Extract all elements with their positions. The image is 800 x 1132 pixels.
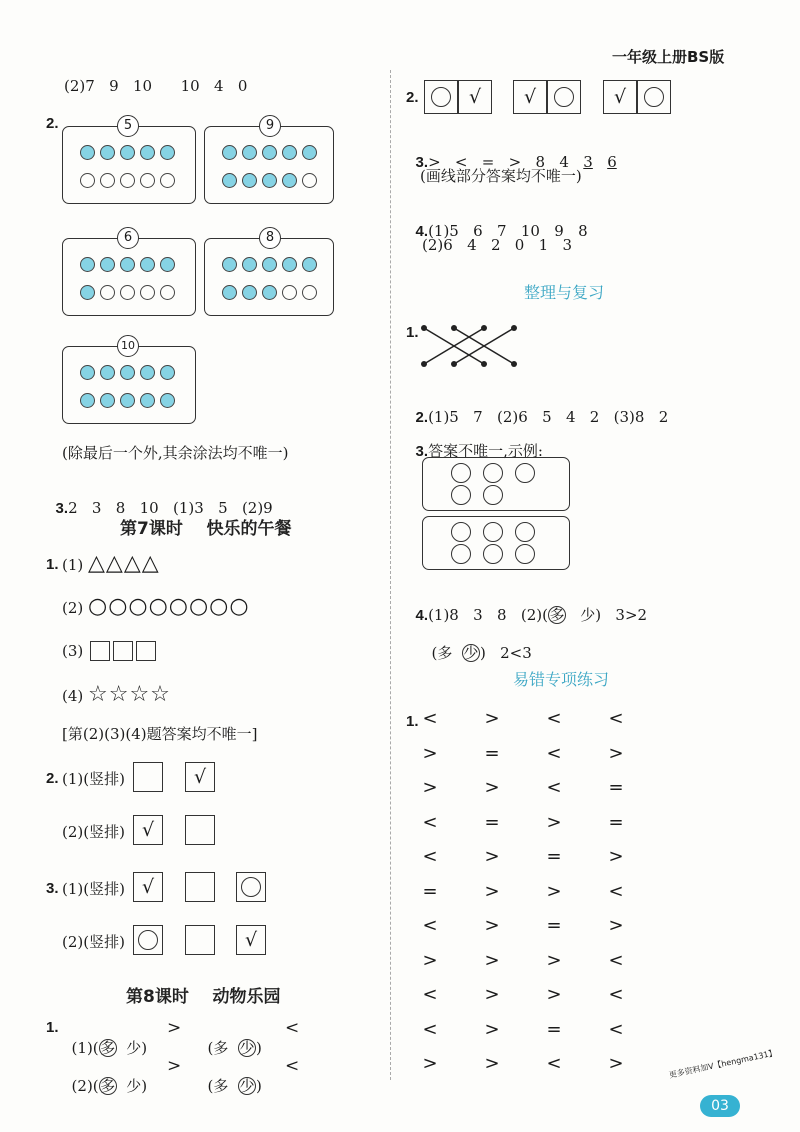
circled-duo: 多 [100,1039,116,1057]
square-shape [136,641,156,661]
review-q3-line [406,421,543,462]
comparison-symbol: = [546,915,562,936]
answer-box-checked [185,762,215,792]
r-q3-note: (画线部分答案均不唯一) [420,167,582,185]
comparison-symbol: = [608,777,624,798]
filled-dot [80,393,95,408]
answer-box-circle [637,80,671,114]
r-q4-1: (1)5 6 7 10 9 8 [428,222,588,240]
filled-dot [262,173,277,188]
filled-dot [140,365,155,380]
check-icon: √ [613,86,627,108]
empty-dot [100,173,115,188]
circled-shao: 少 [239,1039,255,1057]
count-badge: 5 [117,115,139,137]
filled-dot [222,145,237,160]
filled-dot [160,393,175,408]
empty-dot [302,285,317,300]
comparison-symbol: > [484,777,500,798]
shao-text: 少 [126,1077,142,1095]
dot-row-top [222,145,317,160]
filled-dot [80,365,95,380]
circle-shapes: ○○○○○○○○ [88,594,250,619]
review-q4-1b: 少) 3>2 [565,606,648,624]
answer-box-checked [236,925,266,955]
answer-box-checked [133,872,163,902]
l7-q1-note: [第(2)(3)(4)题答案均不唯一] [62,725,258,743]
dot-box [62,346,196,424]
comparison-symbol: < [546,742,562,764]
circle-icon [451,522,471,542]
empty-dot [282,285,297,300]
check-icon: √ [523,86,537,108]
dot-row-bottom [80,173,175,188]
l8-q1-row2 [62,1056,147,1096]
comparison-symbol: < [608,949,624,971]
l7-q1-2-label: (2) [62,599,84,617]
check-icon: √ [141,876,155,898]
dot-row-top [80,257,175,272]
count-badge: 8 [259,227,281,249]
lesson8-title: 第8课时 动物乐园 [126,987,281,1007]
review-q3-text: 答案不唯一,示例: [428,442,543,460]
circle-icon [451,544,471,564]
comparison-symbol: > [546,880,562,902]
dot-row-top [80,365,175,380]
comparison-symbol: = [484,742,500,764]
check-icon: √ [193,766,207,788]
dot-row-bottom [80,285,175,300]
square-shapes [90,641,156,661]
duo-text: 多 [213,1077,229,1095]
circle-mark-icon [644,87,664,107]
watermark-text: 更多资料加V【hengma131】 [668,1048,778,1080]
r-q3-number: 3. [415,154,429,171]
l7-q1-1-label: (1) [62,556,84,574]
filled-dot [262,285,277,300]
filled-dot [262,145,277,160]
filled-dot [160,365,175,380]
l8-q1-row1 [62,1018,147,1058]
review-q2-number: 2. [415,409,429,426]
empty-dot [160,173,175,188]
l8-row2-part2 [198,1056,262,1096]
q2-note: (除最后一个外,其余涂法均不唯一) [62,444,289,462]
filled-dot [302,257,317,272]
review-q4-line1 [406,585,647,626]
filled-dot [222,285,237,300]
l7-q3-number: 3. [46,880,59,897]
filled-dot [282,173,297,188]
dot-row-top [80,145,175,160]
comparison-symbol: < [422,1018,438,1040]
page-number: 03 [700,1095,740,1117]
filled-dot [120,257,135,272]
filled-dot [120,393,135,408]
filled-dot [222,257,237,272]
filled-dot [302,145,317,160]
comparison-symbol: > [422,742,438,764]
comparison-symbol: > [484,915,500,936]
star-shapes: ☆☆☆☆ [88,682,171,707]
l8-q1-number: 1. [46,1019,59,1036]
comparison-symbol: > [484,1018,500,1040]
answer-box-empty [185,815,215,845]
comparison-symbol: = [484,811,500,833]
q3-line [46,478,273,519]
comparison-symbol: < [546,708,562,729]
count-badge: 10 [117,335,139,357]
comparison-symbol: > [484,880,500,902]
triangle-shapes: △△△△ [88,551,160,576]
circle-icon [483,485,503,505]
circle-icon [483,522,503,542]
close-paren: ) [255,1039,262,1057]
filled-dot [100,145,115,160]
filled-dot [80,145,95,160]
comparison-symbol: < [422,846,438,867]
answer-box-empty [133,762,163,792]
comparison-symbol: > [484,708,500,729]
l8-row1-prefix: (1)( [71,1039,99,1057]
comparison-symbol: < [608,708,624,729]
circle-icon [515,544,535,564]
circled-shao: 少 [463,644,479,662]
dot-box [62,126,196,204]
filled-dot [282,257,297,272]
comparison-symbol: > [484,1053,500,1074]
empty-dot [120,285,135,300]
r-q3-symbols: > < = > 8 4 [428,153,569,171]
review-q1-number: 1. [406,324,419,341]
q3-answer: 2 3 8 10 (1)3 5 (2)9 [68,499,273,517]
empty-dot [140,173,155,188]
q2-number: 2. [46,115,59,132]
filled-dot [100,393,115,408]
dot-box [62,238,196,316]
dot-box [204,126,334,204]
comparison-symbol: > [608,915,624,936]
filled-dot [80,285,95,300]
filled-dot [140,257,155,272]
dot-row-bottom [80,393,175,408]
empty-dot [120,173,135,188]
comparison-symbol: > [422,777,438,798]
answer-box-circle [236,872,266,902]
comparison-symbol: > [608,1053,624,1074]
matching-lines-diagram [418,322,524,370]
underlined-answer: 6 [607,153,617,171]
filled-dot [282,145,297,160]
review-q2-answer: (1)5 7 (2)6 5 4 2 (3)8 2 [428,408,669,426]
error-q1-number: 1. [406,713,419,730]
comparison-symbol: < [608,984,624,1005]
close-paren: ) [141,1039,148,1057]
filled-dot [100,365,115,380]
count-badge: 9 [259,115,281,137]
q3-number: 3. [55,500,69,517]
review-q4-1a: (1)8 3 8 (2)( [428,606,548,624]
l8-row1-part2 [198,1018,262,1058]
r-q4-2: (2)6 4 2 0 1 3 [422,236,573,254]
answer-box-checked [133,815,163,845]
lesson7-title: 第7课时 快乐的午餐 [120,519,292,539]
filled-dot [80,257,95,272]
comparison-symbol: > [608,846,624,867]
open-paren: ( [207,1039,214,1057]
filled-dot [100,257,115,272]
filled-dot [120,365,135,380]
circle-mark-icon [138,930,158,950]
circle-group-box [422,516,570,570]
empty-dot [302,173,317,188]
close-paren: ) [141,1077,148,1095]
comparison-symbol: < [422,708,438,729]
empty-dot [100,285,115,300]
shao-text: 少 [126,1039,142,1057]
comparison-symbol: = [546,846,562,867]
dot-row-top [222,257,317,272]
answer-box-circle [133,925,163,955]
circled-duo: 多 [549,606,565,624]
filled-dot [242,145,257,160]
q1-part2-answer: (2)7 9 10 10 4 0 [64,77,248,95]
comparison-symbol: < [546,1053,562,1074]
circle-icon [515,463,535,483]
circled-shao: 少 [239,1077,255,1095]
comparison-symbol: < [422,915,438,936]
circle-mark-icon [554,87,574,107]
r-q4-number: 4. [415,223,429,240]
circle-mark-icon [241,877,261,897]
lt-symbol: < [285,1056,300,1076]
answer-box-circle [424,80,458,114]
review-q3-number: 3. [415,443,429,460]
comparison-symbol: > [546,949,562,971]
filled-dot [262,257,277,272]
comparison-symbol: > [484,846,500,867]
empty-dot [80,173,95,188]
circle-group-box [422,457,570,511]
review-q4-2b: ) 2<3 [479,644,532,662]
review-q4-line2 [422,623,532,663]
circle-icon [483,463,503,483]
comparison-symbol: > [608,742,624,764]
empty-dot [160,285,175,300]
answer-box-empty [185,925,215,955]
circle-icon [483,544,503,564]
dot-row-bottom [222,285,317,300]
answer-box-checked [513,80,547,114]
filled-dot [140,145,155,160]
comparison-symbol: > [484,949,500,971]
circle-icon [451,485,471,505]
grade-label: 一年级上册BS版 [612,48,725,66]
filled-dot [140,393,155,408]
filled-dot [222,173,237,188]
comparison-symbol: < [422,984,438,1005]
lt-symbol: < [285,1018,300,1038]
l7-q1-number: 1. [46,556,59,573]
l7-q2-1-label: (1)(竖排) [62,770,125,788]
comparison-symbol: > [484,984,500,1005]
comparison-symbol: < [608,1018,624,1040]
filled-dot [242,257,257,272]
filled-dot [120,145,135,160]
empty-dot [140,285,155,300]
comparison-symbol: < [422,811,438,833]
review-q4-number: 4. [415,607,429,624]
underlined-answer: 3 [583,153,593,171]
l7-q1-3-label: (3) [62,642,84,660]
count-badge: 6 [117,227,139,249]
r-q2-number: 2. [406,89,419,106]
l7-q1-4-label: (4) [62,687,84,705]
duo-text: 多 [213,1039,229,1057]
circle-icon [515,522,535,542]
comparison-symbol: = [608,811,624,833]
answer-box-checked [603,80,637,114]
square-shape [90,641,110,661]
filled-dot [242,173,257,188]
filled-dot [160,145,175,160]
check-icon: √ [468,86,482,108]
gt-symbol: > [167,1018,182,1038]
open-paren: ( [207,1077,214,1095]
review-q4-2a: (多 [431,644,462,662]
l7-q3-2-label: (2)(竖排) [62,933,125,951]
comparison-symbol: > [422,1053,438,1074]
close-paren: ) [255,1077,262,1095]
answer-box-empty [185,872,215,902]
comparison-symbol: > [422,949,438,971]
comparison-symbol: = [422,880,438,902]
dot-box [204,238,334,316]
circle-mark-icon [431,87,451,107]
check-icon: √ [244,929,258,951]
comparison-symbol: > [546,984,562,1005]
l7-q2-2-label: (2)(竖排) [62,823,125,841]
comparison-symbol: < [546,777,562,798]
circle-icon [451,463,471,483]
comparison-symbol: > [546,811,562,833]
square-shape [113,641,133,661]
gt-symbol: > [167,1056,182,1076]
review-section-title: 整理与复习 [524,283,605,302]
filled-dot [160,257,175,272]
l7-q3-1-label: (1)(竖排) [62,880,125,898]
l8-row2-prefix: (2)( [71,1077,99,1095]
answer-box-checked [458,80,492,114]
check-icon: √ [141,819,155,841]
column-divider [390,70,391,1080]
circled-duo: 多 [100,1077,116,1095]
error-practice-title: 易错专项练习 [513,670,610,689]
l7-q2-number: 2. [46,770,59,787]
filled-dot [242,285,257,300]
comparison-symbol: = [546,1018,562,1040]
comparison-symbol: < [608,880,624,902]
dot-row-bottom [222,173,317,188]
answer-box-circle [547,80,581,114]
